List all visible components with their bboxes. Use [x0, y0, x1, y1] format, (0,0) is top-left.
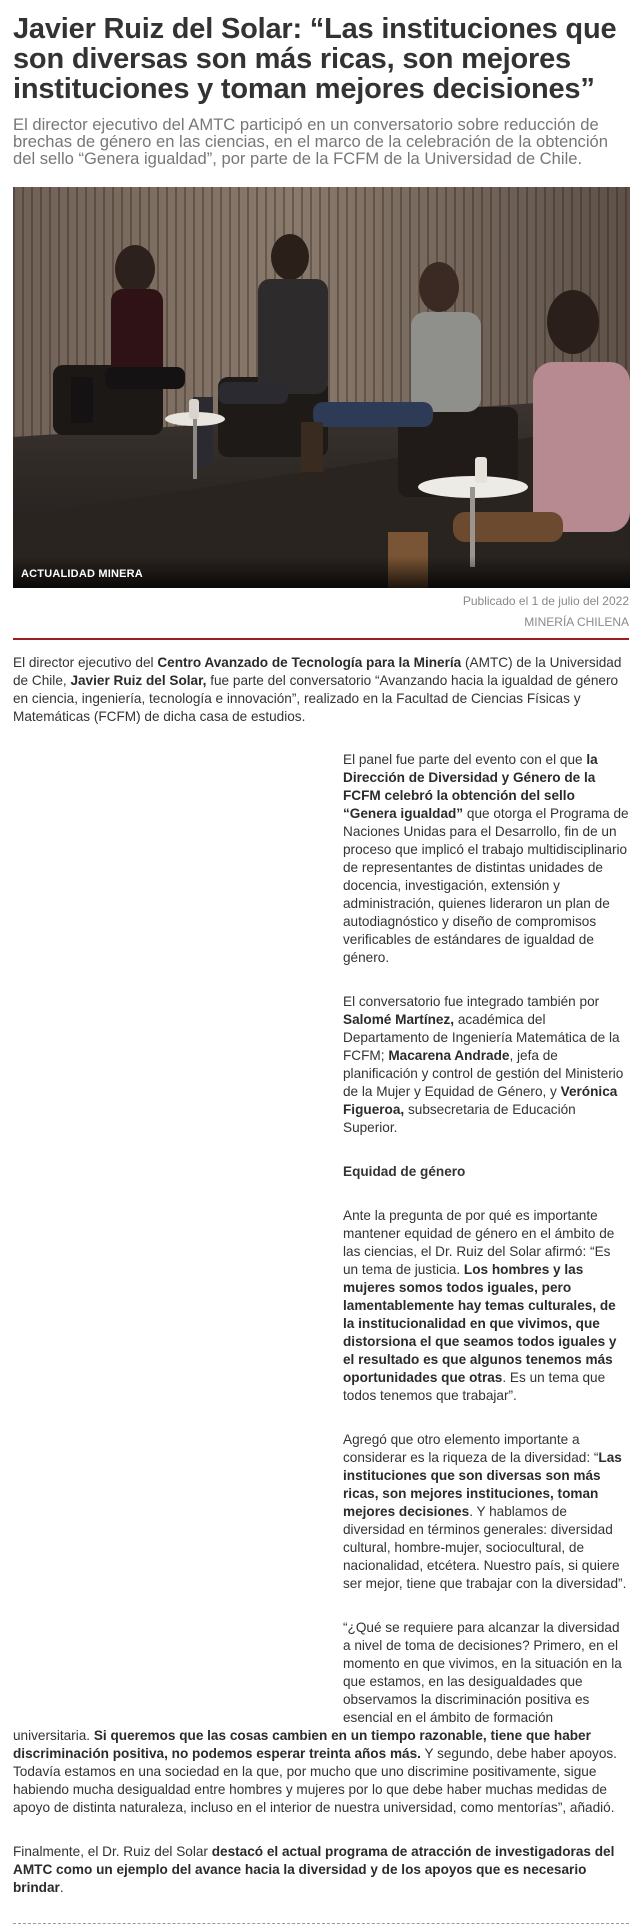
bold-text-run: Javier Ruiz del Solar,	[70, 673, 207, 688]
text-run: académica del Departamento de Ingeniería Matemática de la FCFM;	[343, 1012, 620, 1063]
text-run: que otorga el Programa de Naciones Unidas para el Desarrollo, fin de un proceso que implicó el trabajo multidisciplinario de representantes de distintas unidades de docencia, investigación, extensión y administración, quienes lideraron un plan de autodiagnóstico y diseño de compromisos verificables de estándares de igualdad de género.	[343, 806, 629, 965]
article-lead: El director ejecutivo del AMTC participó en un conversatorio sobre reducción de brechas de género en las ciencias, en el marco de la celebración de la obtención del sello “Genera igualdad”, por parte de la FCFM de la Universidad de Chile.	[13, 115, 608, 168]
bold-text-run: Las instituciones que son diversas son más ricas, son mejores instituciones, toman mejores decisiones	[343, 1450, 622, 1519]
paragraph-intro	[13, 654, 629, 726]
panel-discussion-photo	[13, 187, 630, 588]
bold-text-run: Verónica Figueroa,	[343, 1084, 618, 1117]
article-meta	[13, 594, 629, 629]
text-run: Y segundo, debe haber apoyos. Todavía estamos en una sociedad en la que, por mucho que uno discrimine positivamente, sigue habiendo mucha desigualdad entre hombres y mujeres por lo que debe haber muchas medidas de apoyo de distinta naturaleza, incluso en el interior de nuestra universidad, como mentorías”, añadió.	[13, 1746, 617, 1815]
text-run: El director ejecutivo del	[13, 655, 158, 670]
red-divider	[13, 638, 629, 640]
photo-caption-text: ACTUALIDAD MINERA	[21, 568, 143, 580]
bold-text-run: Si queremos que las cosas cambien en un tiempo razonable, tiene que haber discriminación positiva, no podemos esperar treinta años más.	[13, 1728, 591, 1761]
text-run: El conversatorio fue integrado también por	[343, 994, 600, 1009]
bold-text-run: Salomé Martínez,	[343, 1012, 455, 1027]
published-date: Publicado el 1 de julio del 2022	[462, 594, 629, 608]
article-body	[13, 654, 629, 1897]
bold-text-run: Macarena Andrade	[388, 1048, 510, 1063]
text-run: , jefa de planificación y control de gestión del Ministerio de la Mujer y Equidad de Género, y	[343, 1048, 624, 1099]
bold-text-run: Centro Avanzado de Tecnología para la Minería	[157, 655, 462, 670]
photo-caption	[13, 556, 630, 588]
text-run: Ante la pregunta de por qué es importante mantener equidad de género en el ámbito de las ciencias, el Dr. Ruiz del Solar afirmó: “Es un tema de justicia.	[343, 1208, 615, 1277]
text-run: (AMTC) de la Universidad de Chile,	[13, 655, 622, 688]
left-float-area	[13, 726, 343, 1711]
bold-text-run: destacó el actual programa de atracción de investigadoras del AMTC como un ejemplo del avance hacia la diversidad y de los apoyos que es necesario brindar	[13, 1844, 615, 1895]
text-run: Agregó que otro elemento importante a considerar es la riqueza de la diversidad: “	[343, 1432, 599, 1465]
section-subheading: Equidad de género	[343, 1164, 466, 1179]
bold-text-run: la Dirección de Diversidad y Género de la FCFM celebró la obtención del sello “Genera igualdad”	[343, 752, 598, 821]
article-headline: Javier Ruiz del Solar: “Las instituciones que son diversas son más ricas, son mejores instituciones y toman mejores decisiones”	[13, 13, 617, 105]
text-run: . Es un tema que todos tenemos que trabajar”.	[343, 1370, 606, 1403]
text-run: Finalmente, el Dr. Ruiz del Solar	[13, 1844, 212, 1859]
text-run: .	[59, 1880, 64, 1895]
text-run: El panel fue parte del evento con el que	[343, 752, 587, 767]
text-run: fue parte del conversatorio “Avanzando hacia la igualdad de género en ciencia, ingeniería, tecnología e innovación”, realizado en la Facultad de Ciencias Físicas y Matemáticas (FCFM) de dicha casa de estudios.	[13, 673, 619, 724]
text-run: . Y hablamos de diversidad en términos generales: diversidad cultural, hombre-mujer, sociocultural, de nacionalidad, etcétera. Nuestro país, si quiere ser mejor, tiene que trabajar con la diversidad”.	[343, 1504, 627, 1591]
text-run: “¿Qué se requiere para alcanzar la diversidad a nivel de toma de decisiones? Primero, en el momento en que vivimos, en la situación en la que estamos, en las desigualdades que observamos la discriminación positiva es esencial en el ámbito de formación universitaria.	[13, 1620, 622, 1743]
paragraph-closing	[13, 1843, 629, 1897]
bold-text-run: Los hombres y las mujeres somos todos iguales, pero lamentablemente hay temas culturales, de la institucionalidad en que vivimos, que distorsiona el que seamos todos iguales y el resultado es que algunos tenemos más oportunidades que otras	[343, 1262, 617, 1385]
article-photo	[13, 187, 630, 588]
text-run: subsecretaria de Educación Superior.	[343, 1102, 576, 1135]
source-link[interactable]: MINERÍA CHILENA	[524, 615, 629, 629]
